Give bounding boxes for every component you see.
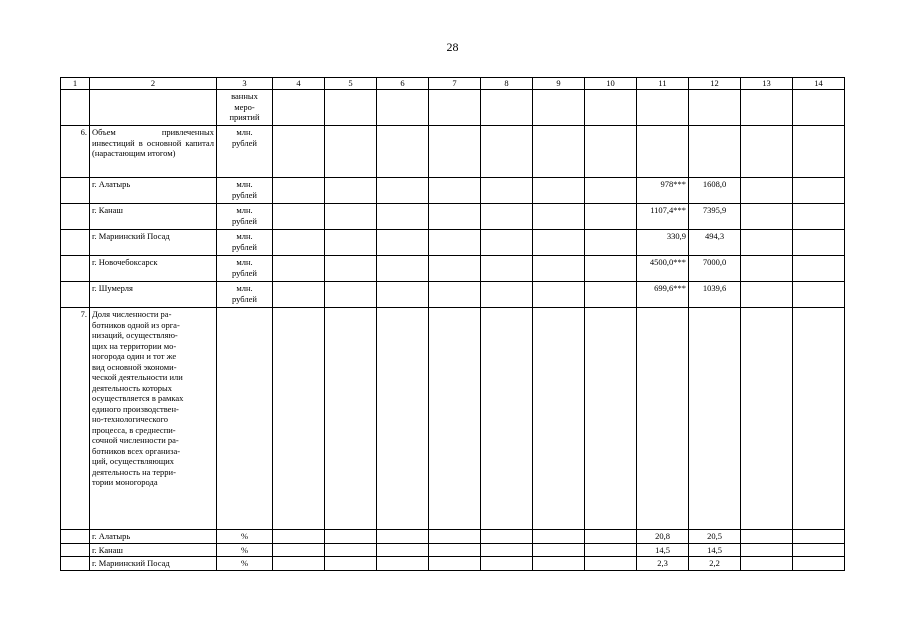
table-cell-col-5	[325, 204, 377, 230]
table-cell-col-5	[325, 530, 377, 544]
table-cell-col-5	[325, 557, 377, 571]
row-number	[61, 204, 90, 230]
table-row	[61, 256, 845, 282]
value-col-12: 7000,0	[689, 256, 741, 282]
table-cell-col-14	[793, 178, 845, 204]
city-name: г. Канаш	[90, 543, 217, 557]
table-cell-col-11	[637, 308, 689, 530]
table-cell-col-14	[793, 126, 845, 178]
value-col-11: 1107,4***	[637, 204, 689, 230]
table-row	[61, 530, 845, 544]
table-cell-col-7	[429, 90, 481, 126]
table-cell-col-5	[325, 308, 377, 530]
table-cell-col-6	[377, 230, 429, 256]
table-cell-col-7	[429, 308, 481, 530]
table-cell-col-8	[481, 557, 533, 571]
table-cell-col-7	[429, 178, 481, 204]
indicator-name	[90, 90, 217, 126]
table-cell-col-10	[585, 557, 637, 571]
table-cell-col-13	[741, 90, 793, 126]
table-row	[61, 543, 845, 557]
value-col-11: 20,8	[637, 530, 689, 544]
table-cell-col-9	[533, 126, 585, 178]
table-cell-col-14	[793, 308, 845, 530]
table-cell-col-4	[273, 282, 325, 308]
value-col-12: 7395,9	[689, 204, 741, 230]
table-cell-col-11	[637, 90, 689, 126]
row-number	[61, 90, 90, 126]
table-cell-col-8	[481, 126, 533, 178]
city-name: г. Шумерля	[90, 282, 217, 308]
table-cell-col-13	[741, 178, 793, 204]
table-cell-col-5	[325, 90, 377, 126]
unit-cell: %	[217, 557, 273, 571]
table-cell-col-8	[481, 256, 533, 282]
column-header-8: 8	[481, 78, 533, 90]
table-cell-col-10	[585, 204, 637, 230]
table-cell-col-4	[273, 530, 325, 544]
unit-cell: млн. рублей	[217, 204, 273, 230]
table-cell-col-14	[793, 256, 845, 282]
table-cell-col-13	[741, 126, 793, 178]
table-cell-col-9	[533, 308, 585, 530]
column-header-1: 1	[61, 78, 90, 90]
table-cell-col-12	[689, 308, 741, 530]
row-number	[61, 256, 90, 282]
table-cell-col-10	[585, 178, 637, 204]
table-cell-col-9	[533, 90, 585, 126]
table-cell-col-8	[481, 308, 533, 530]
column-header-9: 9	[533, 78, 585, 90]
table-cell-col-9	[533, 230, 585, 256]
table-cell-col-14	[793, 90, 845, 126]
table-row	[61, 230, 845, 256]
table-cell-col-10	[585, 126, 637, 178]
table-cell-col-6	[377, 178, 429, 204]
value-col-12: 494,3	[689, 230, 741, 256]
table-cell-col-5	[325, 230, 377, 256]
unit-cell: %	[217, 543, 273, 557]
table-cell-col-4	[273, 230, 325, 256]
table-cell-col-5	[325, 126, 377, 178]
row-number	[61, 230, 90, 256]
city-name: г. Канаш	[90, 204, 217, 230]
table-cell-col-13	[741, 204, 793, 230]
table-cell-col-4	[273, 204, 325, 230]
table-cell-col-14	[793, 543, 845, 557]
table-cell-col-11	[637, 126, 689, 178]
table-cell-col-4	[273, 557, 325, 571]
column-header-11: 11	[637, 78, 689, 90]
table-cell-col-10	[585, 256, 637, 282]
table-cell-col-4	[273, 308, 325, 530]
indicator-name: Доля численности ра- ботников одной из орга- низаций, осуществляю- щих на территории мо- ногорода один и тот же вид основной экономи- ческой деятельности или деятельность которых осуществляется в рамках единого производствен- но-технологического процесса, в среднеспи- сочной численности ра- ботников всех организа- ций, осуществляющих деятельность на терри- тории моногорода	[90, 308, 217, 530]
table-cell-col-6	[377, 126, 429, 178]
table-cell-col-9	[533, 282, 585, 308]
column-header-14: 14	[793, 78, 845, 90]
table-row	[61, 90, 845, 126]
table-row	[61, 178, 845, 204]
table-cell-col-6	[377, 308, 429, 530]
table-cell-col-10	[585, 90, 637, 126]
table-cell-col-7	[429, 204, 481, 230]
table-cell-col-6	[377, 282, 429, 308]
table-cell-col-7	[429, 557, 481, 571]
value-col-11: 978***	[637, 178, 689, 204]
city-name: г. Алатырь	[90, 178, 217, 204]
row-number	[61, 530, 90, 544]
table-cell-col-13	[741, 282, 793, 308]
table-cell-col-12	[689, 126, 741, 178]
table-cell-col-4	[273, 543, 325, 557]
table-cell-col-9	[533, 204, 585, 230]
city-name: г. Мариинский Посад	[90, 557, 217, 571]
table-cell-col-9	[533, 543, 585, 557]
table-cell-col-6	[377, 557, 429, 571]
unit-cell: %	[217, 530, 273, 544]
table-row	[61, 308, 845, 530]
unit-cell: млн. рублей	[217, 282, 273, 308]
table-cell-col-5	[325, 178, 377, 204]
value-col-12: 1608,0	[689, 178, 741, 204]
table-cell-col-6	[377, 530, 429, 544]
unit-cell: млн. рублей	[217, 126, 273, 178]
value-col-12: 1039,6	[689, 282, 741, 308]
value-col-12: 2,2	[689, 557, 741, 571]
table-cell-col-14	[793, 282, 845, 308]
table-row	[61, 557, 845, 571]
table-cell-col-7	[429, 282, 481, 308]
table-cell-col-6	[377, 90, 429, 126]
table-cell-col-12	[689, 90, 741, 126]
table-cell-col-4	[273, 256, 325, 282]
row-number	[61, 557, 90, 571]
table-cell-col-4	[273, 178, 325, 204]
table-cell-col-10	[585, 530, 637, 544]
table-cell-col-10	[585, 543, 637, 557]
table-cell-col-4	[273, 90, 325, 126]
table-cell-col-5	[325, 543, 377, 557]
table-cell-col-7	[429, 256, 481, 282]
table-cell-col-7	[429, 543, 481, 557]
row-number	[61, 543, 90, 557]
table-cell-col-7	[429, 126, 481, 178]
column-header-3: 3	[217, 78, 273, 90]
table-cell-col-10	[585, 230, 637, 256]
table-row	[61, 204, 845, 230]
column-header-2: 2	[90, 78, 217, 90]
table-cell-col-8	[481, 543, 533, 557]
unit-cell: млн. рублей	[217, 256, 273, 282]
city-name: г. Новочебоксарск	[90, 256, 217, 282]
table-row	[61, 282, 845, 308]
column-header-5: 5	[325, 78, 377, 90]
table-cell-col-8	[481, 530, 533, 544]
table-cell-col-14	[793, 557, 845, 571]
table-cell-col-5	[325, 256, 377, 282]
row-number	[61, 282, 90, 308]
column-header-4: 4	[273, 78, 325, 90]
table-cell-col-9	[533, 557, 585, 571]
table-cell-col-5	[325, 282, 377, 308]
row-number: 7.	[61, 308, 90, 530]
value-col-11: 2,3	[637, 557, 689, 571]
table-cell-col-8	[481, 90, 533, 126]
table-cell-col-9	[533, 256, 585, 282]
value-col-11: 14,5	[637, 543, 689, 557]
column-header-12: 12	[689, 78, 741, 90]
unit-cell: млн. рублей	[217, 230, 273, 256]
column-header-6: 6	[377, 78, 429, 90]
value-col-11: 4500,0***	[637, 256, 689, 282]
value-col-12: 20,5	[689, 530, 741, 544]
value-col-12: 14,5	[689, 543, 741, 557]
row-number: 6.	[61, 126, 90, 178]
city-name: г. Мариинский Посад	[90, 230, 217, 256]
table-cell-col-8	[481, 230, 533, 256]
column-header-7: 7	[429, 78, 481, 90]
table-cell-col-6	[377, 256, 429, 282]
table-cell-col-6	[377, 204, 429, 230]
table-cell-col-13	[741, 530, 793, 544]
indicator-name: Объем привлеченных инвестиций в основной капитал (нарастающим итогом)	[90, 126, 217, 178]
unit-cell: млн. рублей	[217, 178, 273, 204]
table-cell-col-13	[741, 308, 793, 530]
table-cell-col-7	[429, 530, 481, 544]
column-header-10: 10	[585, 78, 637, 90]
column-header-13: 13	[741, 78, 793, 90]
table-cell-col-4	[273, 126, 325, 178]
table-cell-col-9	[533, 178, 585, 204]
city-name: г. Алатырь	[90, 530, 217, 544]
table-cell-col-9	[533, 530, 585, 544]
table-cell-col-13	[741, 230, 793, 256]
table-cell-col-13	[741, 543, 793, 557]
table-cell-col-14	[793, 230, 845, 256]
indicators-table	[60, 77, 845, 571]
table-header-row	[61, 78, 845, 90]
table-cell-col-10	[585, 308, 637, 530]
table-cell-col-8	[481, 282, 533, 308]
table-cell-col-13	[741, 557, 793, 571]
page-number: 28	[446, 40, 459, 54]
table-cell-col-8	[481, 204, 533, 230]
table-cell-col-14	[793, 204, 845, 230]
table-cell-col-8	[481, 178, 533, 204]
table-cell-col-10	[585, 282, 637, 308]
value-col-11: 330,9	[637, 230, 689, 256]
table-cell-col-13	[741, 256, 793, 282]
table-row	[61, 126, 845, 178]
table-cell-col-6	[377, 543, 429, 557]
table-cell-col-7	[429, 230, 481, 256]
row-number	[61, 178, 90, 204]
value-col-11: 699,6***	[637, 282, 689, 308]
unit-cell	[217, 308, 273, 530]
table-cell-col-14	[793, 530, 845, 544]
unit-cell: ванных меро- приятий	[217, 90, 273, 126]
